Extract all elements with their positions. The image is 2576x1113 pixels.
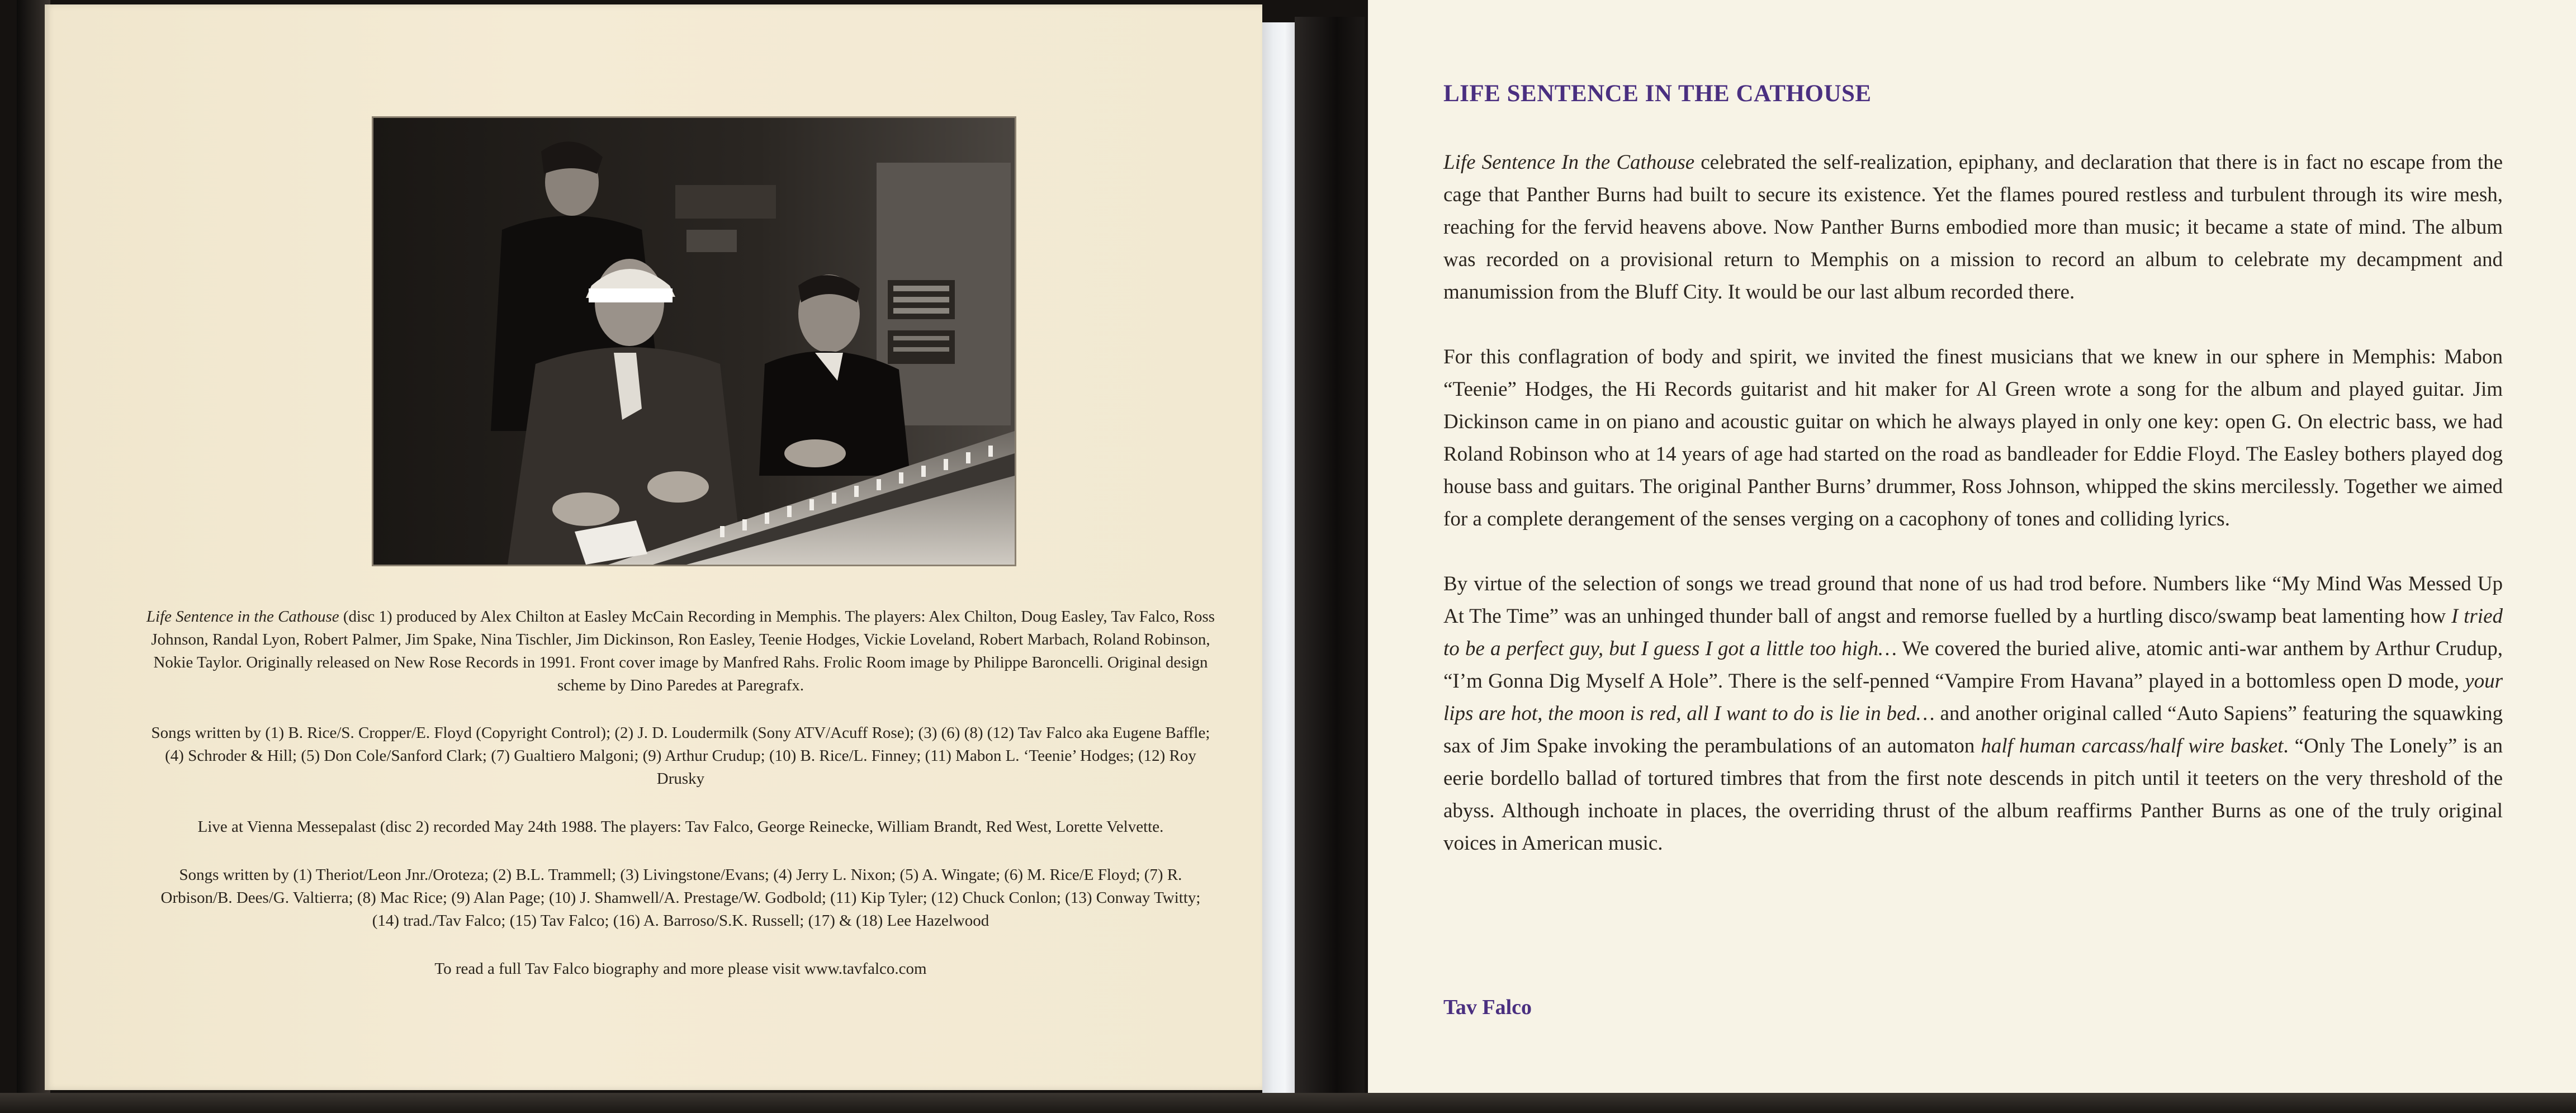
scan-gap [1295, 17, 1365, 1093]
credits-disc1-text: (disc 1) produced by Alex Chilton at Easley McCain Recording in Memphis. The players: Alex Chilton, Doug Easley, Tav Falco, Ross Johnson, Randal Lyon, Robert Palmer, Jim Spake, Nina Tischler, Jim Dickinson, Ron Easley, Teenie Hodges, Vickie Loveland, Robert Marbach, Roland Robinson, Nokie Taylor. Originally released on New Rose Records in 1991. Front cover image by Manfred Rahs. Frolic Room image by Philippe Baroncelli. Original design scheme by Dino Paredes at Paregrafx. [151, 608, 1215, 694]
author-signature: Tav Falco [1443, 996, 1532, 1019]
essay-paragraph-3-a: By virtue of the selection of songs we tread ground that none of us had trod before. Numbers like “My Mind Was Messed Up At The Time” was an unhinged thunder ball of angst and remorse fuelled by a hurtling disco/swamp beat lamenting how [1443, 572, 2503, 628]
credits-disc2-songwriters: Songs written by (1) Theriot/Leon Jnr./Oroteza; (2) B.L. Trammell; (3) Livingstone/Evans; (4) Jerry L. Nixon; (5) A. Wingate; (6) M. Rice/E Floyd; (7) R. Orbison/B. Dees/G. Valtierra; (8) Mac Rice; (9) Alan Page; (10) J. Shamwell/A. Prestage/W. Godbold; (11) Kip Tyler; (12) Chuck Conlon; (13) Conway Twitty; (14) trad./Tav Falco; (15) Tav Falco; (16) A. Barroso/S.K. Russell; (17) & (18) Lee Hazelwood [160, 866, 1201, 930]
lyric-quote-1: I tried to be a perfect guy, but I guess I got a little too high… [1443, 605, 2503, 660]
booklet-spine [1262, 22, 1295, 1093]
lyric-quote-3: half human carcass/half wire basket [1981, 735, 2284, 757]
essay-title: LIFE SENTENCE IN THE CATHOUSE [1443, 80, 1872, 107]
lyric-quote-2: your lips are hot, the moon is red, all I want to do is lie in bed… [1443, 670, 2503, 725]
essay-paragraph-2: For this conflagration of body and spirit, we invited the finest musicians that we knew in our sphere in Memphis: Mabon “Teenie” Hodges, the Hi Records guitarist and hit maker for Al Green wrote a song for the album and played guitar. Jim Dickinson came in on piano and acoustic guitar on which he always played in only one key: open G. On electric bass, we had Roland Robinson who at 14 years of age had started on the road as bandleader for Eddie Floyd. The Easley bothers played dog house bass and guitars. The original Panther Burns’ drummer, Ross Johnson, whipped the skins mercilessly. Together we aimed for a complete derangement of the senses verging on a cacophony of tones and colliding lyrics. [1443, 345, 2503, 531]
credits-block [145, 605, 1216, 1006]
essay-paragraph-1 [1443, 146, 2503, 309]
credits-disc1-songwriters: Songs written by (1) B. Rice/S. Cropper/E. Floyd (Copyright Control); (2) J. D. Loudermilk (Sony ATV/Acuff Rose); (3) (6) (8) (12) Tav Falco aka Eugene Baffle; (4) Schroder & Hill; (5) Don Cole/Sanford Clark; (7) Gualtiero Malgoni; (9) Arthur Crudup; (10) B. Rice/L. Finney; (11) Mabon L. ‘Teenie’ Hodges; (12) Roy Drusky [151, 724, 1210, 788]
studio-photo [372, 116, 1016, 566]
essay-paragraph-1-text: celebrated the self-realization, epiphany, and declaration that there is in fact no escape from the cage that Panther Burns had built to secure its existence. Yet the flames poured restless and turbulent through its wire mesh, reaching for the fervid heavens above. Now Panther Burns embodied more than music; it became a state of mind. The album was recorded on a provisional return to Memphis on a mission to record an album to celebrate my decampment and manumission from the Bluff City. It would be our last album recorded there. [1443, 151, 2503, 304]
essay-album-title: Life Sentence In the Cathouse [1443, 151, 1695, 174]
essay-paragraph-3-d: . “Only The Lonely” is an eerie bordello ballad of tortured timbres that from the first note descends in pitch until it teeters on the very threshold of the abyss. Although inchoate in places, the overriding thrust of the album reaffirms Panther Burns as one of the truly original voices in American music. [1443, 735, 2503, 855]
left-booklet-page [45, 4, 1262, 1090]
credits-disc1 [145, 605, 1216, 697]
essay-paragraph-3 [1443, 568, 2503, 860]
essay-body [1443, 146, 2503, 892]
website-note: To read a full Tav Falco biography and more please visit www.tavfalco.com [434, 960, 927, 978]
studio-photo-image [373, 118, 1015, 565]
right-booklet-page [1368, 0, 2576, 1093]
essay-paragraph-3-c: and another original called “Auto Sapiens” featuring the squawking sax of Jim Spake invoking the perambulations of an automaton [1443, 702, 2503, 757]
essay-paragraph-3-b: We covered the buried alive, atomic anti-war anthem by Arthur Crudup, “I’m Gonna Dig Myself A Hole”. There is the self-penned “Vampire From Havana” played in a bottomless open D mode, [1443, 637, 2503, 693]
scan-bottom-edge [0, 1093, 2576, 1113]
credits-album-title: Life Sentence in the Cathouse [146, 608, 339, 626]
credits-disc2: Live at Vienna Messepalast (disc 2) recorded May 24th 1988. The players: Tav Falco, George Reinecke, William Brandt, Red West, Lorette Velvette. [197, 818, 1164, 836]
